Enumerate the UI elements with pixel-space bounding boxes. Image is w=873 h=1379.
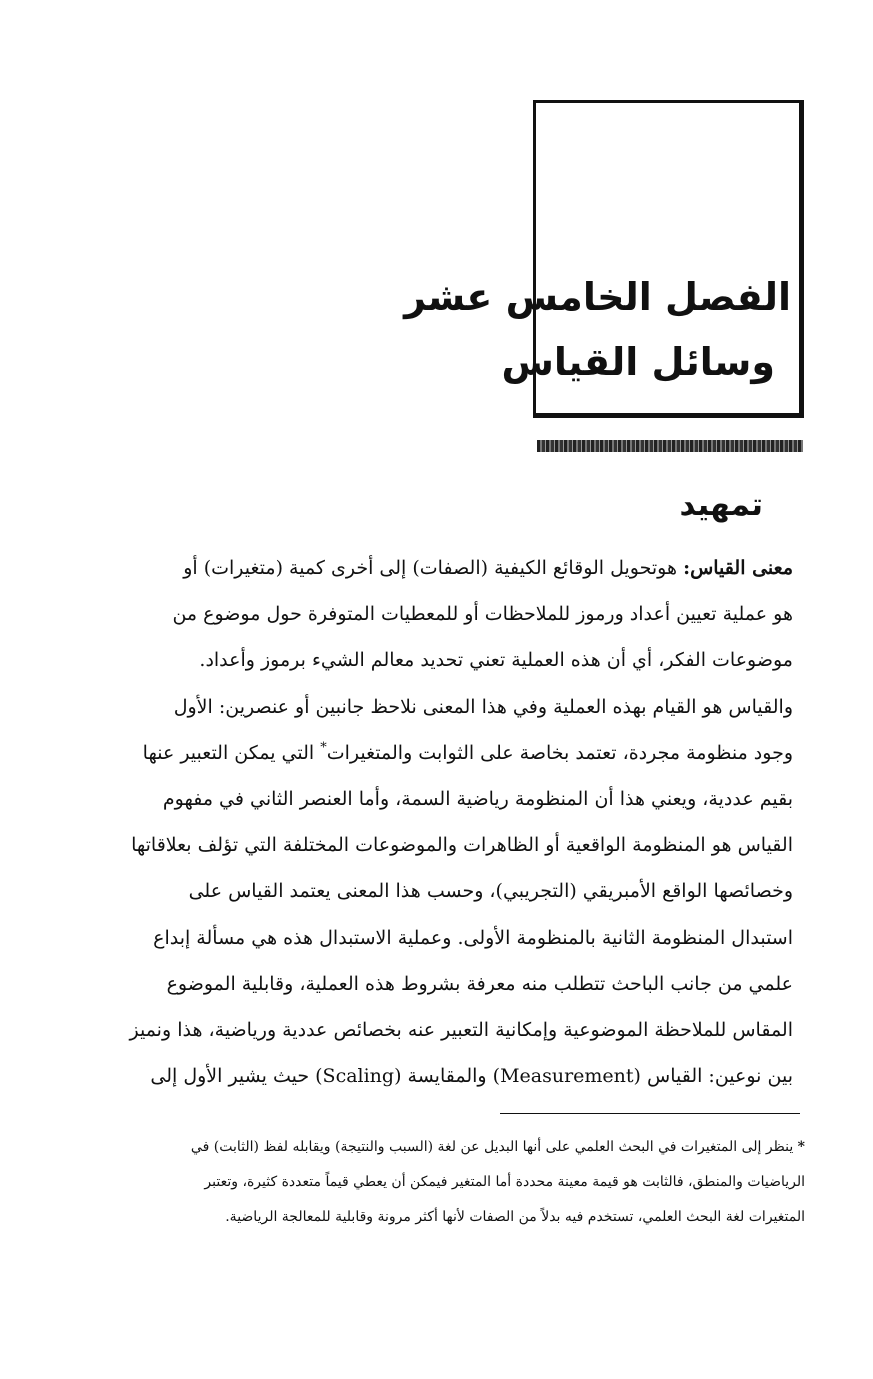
- chapter-title-box: [404, 100, 804, 418]
- body-line: القياس هو المنظومة الواقعية أو الظاهرات والموضوعات المختلفة التي تؤلف بعلاقاتها: [131, 834, 793, 857]
- decorative-divider: [537, 440, 803, 452]
- body-line: بين نوعين: القياس (Measurement) والمقايسة (Scaling) حيث يشير الأول إلى: [150, 1065, 793, 1088]
- footnote-marker: *: [797, 1139, 805, 1155]
- chapter-subtitle: وسائل القياس: [501, 340, 775, 384]
- body-line: والقياس هو القيام بهذه العملية وفي هذا المعنى نلاحظ جانبين أو عنصرين: الأول: [173, 695, 793, 718]
- footnote-line: * ينظر إلى المتغيرات في البحث العلمي على أنها البديل عن لغة (السبب والنتيجة) ويقابله لفظ (الثابت) في: [190, 1139, 805, 1155]
- footnote-separator: [500, 1113, 800, 1114]
- body-line: هو عملية تعيين أعداد ورموز للملاحظات أو للمعطيات المتوفرة حول موضوع من: [172, 603, 793, 626]
- body-line: بقيم عددية، ويعني هذا أن المنظومة رياضية السمة، وأما العنصر الثاني في مفهوم: [162, 787, 793, 810]
- body-line: علمي من جانب الباحث تتطلب منه معرفة بشروط هذه العملية، وقابلية الموضوع: [166, 972, 793, 995]
- body-line: المقاس للملاحظة الموضوعية وإمكانية التعبير عنه بخصائص عددية ورياضية، هذا ونميز: [129, 1018, 793, 1041]
- body-line: وخصائصها الواقع الأمبريقي (التجريبي)، وحسب هذا المعنى يعتمد القياس على: [188, 880, 793, 903]
- footnote-line: الرياضيات والمنطق، فالثابت هو قيمة معينة محددة أما المتغير فيمكن أن يعطي قيماً متعددة كثيرة، وتعتبر: [204, 1174, 805, 1190]
- footnote-line: المتغيرات لغة البحث العلمي، تستخدم فيه بدلاً من الصفات لأنها أكثر مرونة وقابلية للمعالجة الرياضية.: [225, 1209, 805, 1225]
- lead-term: معنى القياس:: [683, 557, 793, 579]
- footnote: [95, 1130, 805, 1235]
- body-line: معنى القياس: هوتحويل الوقائع الكيفية (الصفات) إلى أخرى كمية (متغيرات) أو: [183, 557, 793, 579]
- body-line: موضوعات الفكر، أي أن هذه العملية تعني تحديد معالم الشيء برموز وأعداد.: [199, 649, 793, 672]
- chapter-title: الفصل الخامس عشر: [404, 275, 791, 319]
- section-heading: تمهيد: [679, 487, 763, 523]
- footnote-reference-marker: *: [320, 740, 327, 756]
- body-paragraph: [75, 545, 793, 1099]
- body-line: استبدال المنظومة الثانية بالمنظومة الأولى. وعملية الاستبدال هذه هي مسألة إبداع: [153, 926, 793, 949]
- body-line: وجود منظومة مجردة، تعتمد بخاصة على الثوابت والمتغيرات* التي يمكن التعبير عنها: [142, 740, 793, 764]
